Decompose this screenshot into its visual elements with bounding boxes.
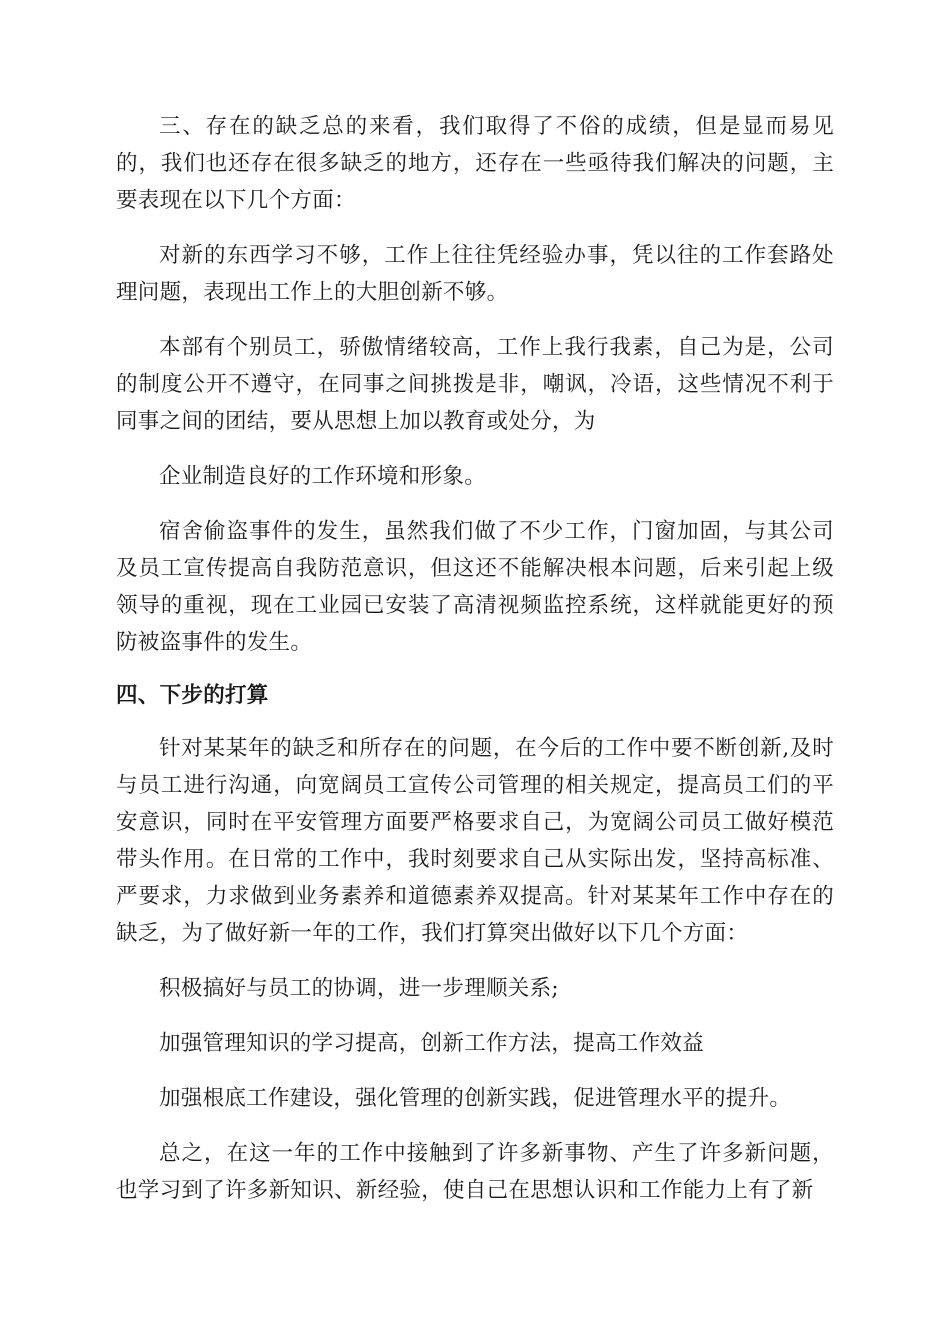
paragraph-plan-item-foundation: 加强根底工作建设，强化管理的创新实践，促进管理水平的提升。 [159, 1086, 792, 1111]
paragraph-summary: 总之，在这一年的工作中接触到了许多新事物、产生了许多新问题，也学习到了许多新知识、新经验，使自己在思想认识和工作能力上有了新 [116, 1141, 834, 1203]
paragraph-plan-item-learning: 加强管理知识的学习提高，创新工作方法，提高工作效益 [159, 1031, 705, 1056]
paragraph-staff-attitude: 本部有个别员工，骄傲情绪较高，工作上我行我素，自己为是，公司的制度公开不遵守，在同事之间挑拨是非，嘲讽，冷语，这些情况不利于同事之间的团结，要从思想上加以教育或处分，为 [116, 335, 834, 434]
document-page [116, 108, 834, 1209]
section-heading-next-plans: 四、下步的打算 [116, 683, 269, 708]
paragraph-dormitory-theft: 宿舍偷盗事件的发生，虽然我们做了不少工作，门窗加固，与其公司及员工宣传提高自我防范意识，但这还不能解决根本问题，后来引起上级领导的重视，现在工业园已安装了高清视频监控系统，这样就能更好的预防被盗事件的发生。 [116, 519, 834, 655]
paragraph-shortcomings-intro: 三、存在的缺乏总的来看，我们取得了不俗的成绩，但是显而易见的，我们也还存在很多缺乏的地方，还存在一些亟待我们解决的问题，主要表现在以下几个方面： [116, 114, 834, 213]
paragraph-plan-item-coordination: 积极搞好与员工的协调，进一步理顺关系; [159, 976, 559, 1001]
paragraph-work-environment: 企业制造良好的工作环境和形象。 [159, 464, 487, 489]
paragraph-learning-insufficient: 对新的东西学习不够，工作上往往凭经验办事，凭以往的工作套路处理问题，表现出工作上的大胆创新不够。 [116, 243, 834, 305]
paragraph-plan-overview: 针对某某年的缺乏和所存在的问题，在今后的工作中要不断创新,及时与员工进行沟通，向宽阔员工宣传公司管理的相关规定，提高员工们的平安意识，同时在平安管理方面要严格要求自己，为宽阔公司员工做好模范带头作用。在日常的工作中，我时刻要求自己从实际出发，坚持高标准、严要求，力求做到业务素养和道德素养双提高。针对某某年工作中存在的缺乏，为了做好新一年的工作，我们打算突出做好以下几个方面： [116, 736, 834, 946]
